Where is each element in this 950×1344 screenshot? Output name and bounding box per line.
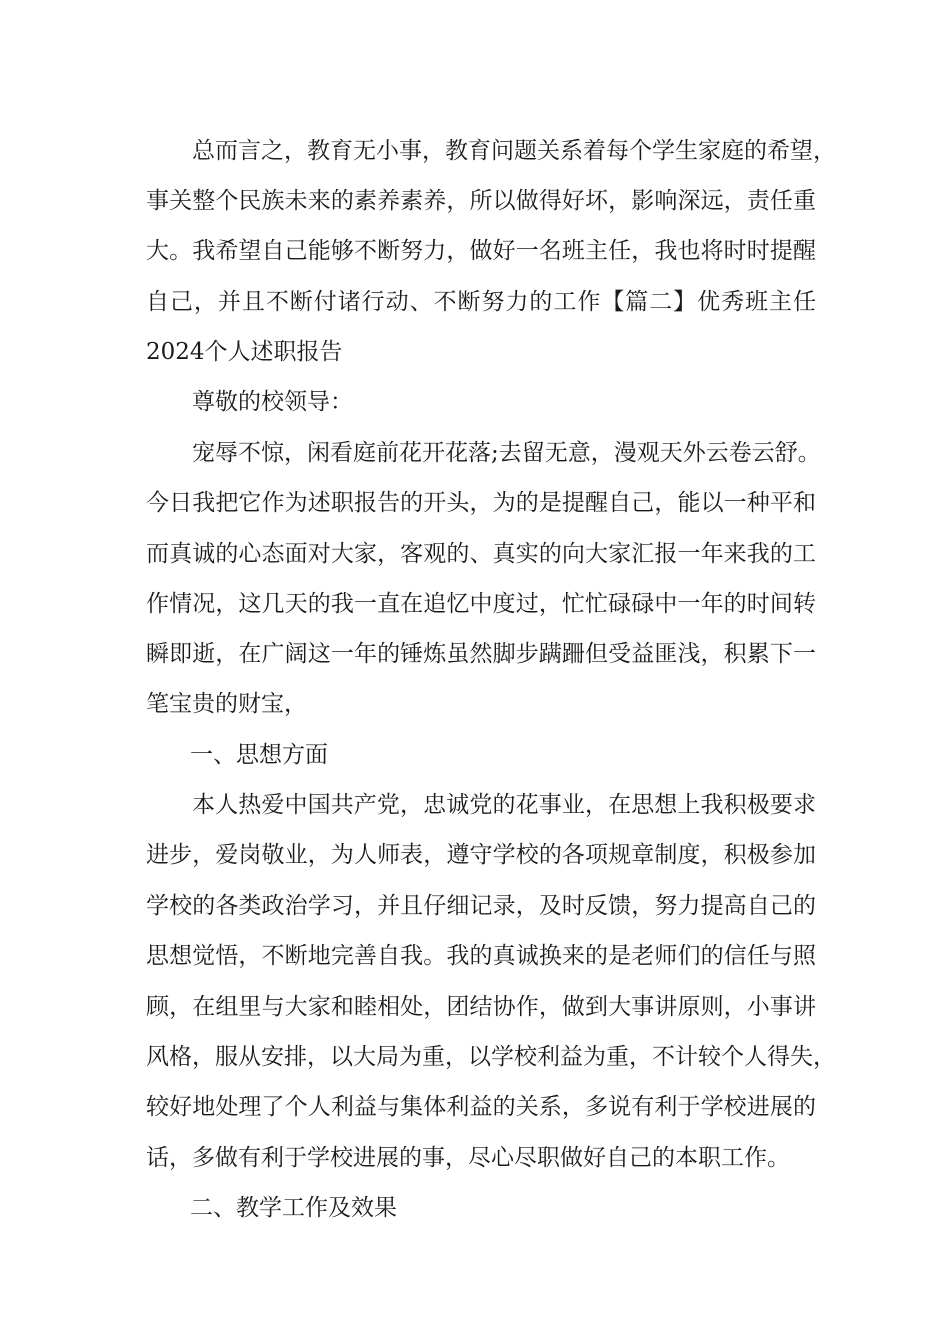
- salutation: 尊敬的校领导：: [192, 389, 353, 415]
- paragraph-line: 自己，并且不断付诸行动、不断努力的工作【篇二】优秀班主任: [146, 289, 816, 315]
- paragraph-line: 较好地处理了个人利益与集体利益的关系，多说有利于学校进展的: [146, 1094, 816, 1120]
- paragraph-line: 事关整个民族未来的素养素养，所以做得好坏，影响深远，责任重: [146, 188, 816, 214]
- paragraph-line: 笔宝贵的财宝，: [146, 691, 307, 717]
- paragraph-line: 话，多做有利于学校进展的事，尽心尽职做好自己的本职工作。: [146, 1145, 790, 1171]
- paragraph-line: 今日我把它作为述职报告的开头，为的是提醒自己，能以一种平和: [146, 490, 816, 516]
- section-heading: 二、教学工作及效果: [190, 1195, 397, 1221]
- paragraph-line: 大。我希望自己能够不断努力，做好一名班主任，我也将时时提醒: [146, 238, 816, 264]
- paragraph-line: 进步，爱岗敬业，为人师表，遵守学校的各项规章制度，积极参加: [146, 842, 816, 868]
- paragraph-line: 学校的各类政治学习，并且仔细记录，及时反馈，努力提高自己的: [146, 893, 816, 919]
- paragraph-line: 瞬即逝，在广阔这一年的锤炼虽然脚步蹒跚但受益匪浅，积累下一: [146, 641, 816, 667]
- paragraph-line: 思想觉悟，不断地完善自我。我的真诚换来的是老师们的信任与照: [146, 943, 816, 969]
- paragraph-line: 而真诚的心态面对大家，客观的、真实的向大家汇报一年来我的工: [146, 541, 816, 567]
- paragraph-line: 2024个人述职报告: [146, 339, 343, 365]
- paragraph-line: 宠辱不惊，闲看庭前花开花落;去留无意，漫观天外云卷云舒。: [192, 440, 821, 466]
- paragraph-line: 风格，服从安排，以大局为重，以学校利益为重，不计较个人得失，: [146, 1044, 836, 1070]
- paragraph-line: 总而言之，教育无小事，教育问题关系着每个学生家庭的希望，: [192, 138, 836, 164]
- paragraph-line: 顾，在组里与大家和睦相处，团结协作，做到大事讲原则，小事讲: [146, 994, 816, 1020]
- paragraph-line: 本人热爱中国共产党，忠诚党的花事业，在思想上我积极要求: [192, 792, 816, 818]
- paragraph-line: 作情况，这几天的我一直在追忆中度过，忙忙碌碌中一年的时间转: [146, 591, 816, 617]
- section-heading: 一、思想方面: [190, 742, 328, 768]
